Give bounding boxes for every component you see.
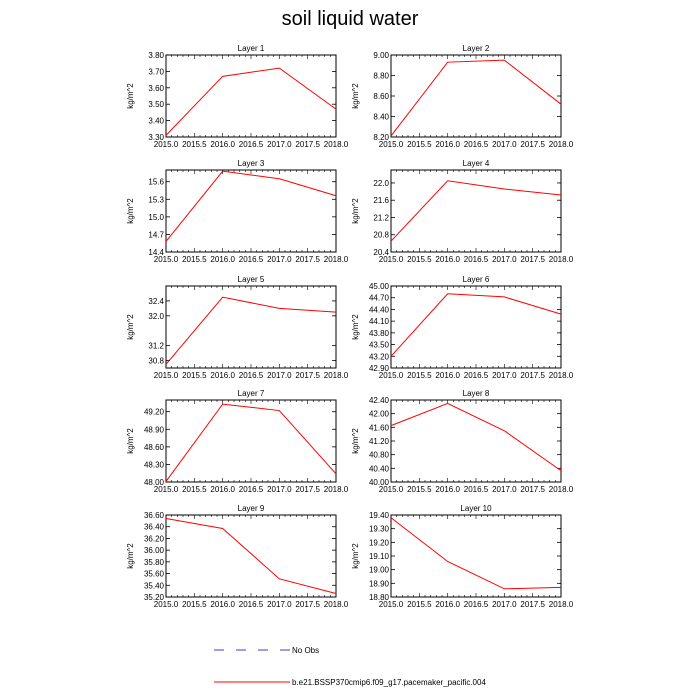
panel-title: Layer 7 [237,389,265,398]
panel-title: Layer 2 [462,44,490,53]
x-tick-label: 2016.5 [463,485,489,494]
y-tick-label: 48.90 [143,425,164,435]
y-tick-label: 44.10 [368,317,389,327]
x-tick-label: 2018.0 [548,485,574,494]
plot-frame [391,170,561,252]
y-tick-label: 30.8 [148,356,164,366]
y-tick-label: 8.20 [373,133,389,142]
x-tick-label: 2017.0 [492,255,517,264]
panel-layer-2 [351,44,574,149]
x-tick-label: 2015.5 [182,140,207,149]
x-tick-label: 2015.0 [378,371,404,380]
x-tick-label: 2015.0 [153,140,179,149]
model-series-line [166,519,336,594]
y-tick-label: 19.20 [368,538,389,548]
panel-layer-3 [126,159,349,264]
x-tick-label: 2016.0 [210,140,235,149]
x-tick-label: 2018.0 [323,485,349,494]
x-tick-label: 2016.5 [463,371,489,380]
x-tick-label: 2016.5 [238,371,264,380]
y-tick-label: 14.4 [148,248,164,257]
x-tick-label: 2017.5 [520,371,545,380]
x-tick-label: 2016.5 [463,600,489,609]
y-tick-label: 40.80 [368,450,389,460]
y-tick-label: 3.70 [148,67,164,77]
x-tick-label: 2015.0 [378,600,404,609]
x-tick-label: 2018.0 [323,255,349,264]
y-tick-label: 31.2 [148,341,164,351]
y-axis-label: kg/m^2 [126,428,135,454]
plot-frame [391,515,561,597]
model-series-line [166,68,336,135]
y-tick-label: 19.40 [368,511,389,520]
y-tick-label: 44.40 [368,305,389,315]
y-tick-label: 36.40 [143,522,164,532]
y-tick-label: 32.4 [148,296,164,306]
x-tick-label: 2018.0 [548,371,574,380]
page-title: soil liquid water [281,8,419,30]
y-tick-label: 14.7 [148,230,164,240]
y-axis-label: kg/m^2 [351,543,360,569]
y-tick-label: 41.20 [368,437,389,446]
y-tick-label: 40.40 [368,464,389,474]
x-tick-label: 2017.0 [267,600,292,609]
x-tick-label: 2018.0 [323,371,349,380]
model-legend-line [212,677,292,687]
x-tick-label: 2015.0 [378,485,404,494]
model-series-line [391,403,561,470]
y-tick-label: 48.30 [143,460,164,470]
x-tick-label: 2017.0 [492,371,517,380]
y-axis-label: kg/m^2 [351,314,360,340]
y-tick-label: 18.90 [368,579,389,589]
panel-layer-7 [126,389,349,494]
x-tick-label: 2016.5 [238,140,264,149]
y-axis-label: kg/m^2 [126,543,135,569]
x-tick-label: 2016.0 [435,255,460,264]
y-tick-label: 19.00 [368,565,389,575]
x-tick-label: 2017.0 [492,140,517,149]
x-tick-label: 2017.5 [520,255,545,264]
x-tick-label: 2015.0 [153,600,179,609]
model-series-line [166,404,336,481]
plot-frame [391,286,561,368]
x-tick-label: 2016.0 [435,140,460,149]
x-tick-label: 2018.0 [323,600,349,609]
x-tick-label: 2017.5 [520,600,545,609]
y-tick-label: 19.10 [368,552,389,561]
panel-title: Layer 1 [237,44,265,53]
x-tick-label: 2015.5 [182,485,207,494]
y-tick-label: 8.60 [373,92,389,101]
obs-legend-line [212,645,292,655]
y-tick-label: 20.8 [373,230,389,240]
x-tick-label: 2016.5 [238,600,264,609]
y-axis-label: kg/m^2 [126,198,135,224]
x-tick-label: 2016.5 [463,255,489,264]
y-tick-label: 18.80 [368,593,389,602]
y-axis-label: kg/m^2 [351,428,360,454]
model-series-line [391,294,561,356]
model-series-line [391,60,561,136]
x-tick-label: 2017.5 [520,140,545,149]
panel-layer-5 [126,275,349,380]
x-tick-label: 2016.5 [463,140,489,149]
x-tick-label: 2017.5 [295,140,320,149]
panel-title: Layer 8 [462,389,490,398]
y-tick-label: 42.90 [368,364,389,373]
x-tick-label: 2016.0 [210,255,235,264]
x-tick-label: 2018.0 [323,140,349,149]
x-tick-label: 2015.5 [182,600,207,609]
x-tick-label: 2017.0 [267,485,292,494]
panel-layer-10 [351,504,574,609]
x-tick-label: 2015.0 [378,140,404,149]
y-tick-label: 43.80 [368,328,389,338]
x-tick-label: 2017.0 [492,485,517,494]
x-tick-label: 2018.0 [548,600,574,609]
y-tick-label: 42.40 [368,396,389,405]
y-tick-label: 15.3 [148,195,164,205]
panel-title: Layer 4 [462,159,490,168]
x-tick-label: 2015.5 [407,600,432,609]
panel-layer-8 [351,389,574,494]
y-tick-label: 49.20 [143,407,164,417]
x-tick-label: 2017.5 [295,255,320,264]
x-tick-label: 2016.0 [435,371,460,380]
y-tick-label: 9.00 [373,51,389,60]
x-tick-label: 2016.0 [435,485,460,494]
x-tick-label: 2015.0 [153,255,179,264]
plot-frame [166,286,336,368]
y-tick-label: 45.00 [368,282,389,291]
x-tick-label: 2017.0 [267,255,292,264]
x-tick-label: 2016.0 [210,371,235,380]
x-tick-label: 2016.0 [210,600,235,609]
x-tick-label: 2017.5 [295,485,320,494]
y-tick-label: 35.60 [143,569,164,579]
x-tick-label: 2016.5 [238,485,264,494]
plot-frame [391,400,561,482]
y-tick-label: 32.0 [148,311,164,321]
x-tick-label: 2017.0 [267,371,292,380]
x-tick-label: 2018.0 [548,140,574,149]
legend [210,640,510,690]
panel-layer-9 [126,504,349,609]
y-tick-label: 41.60 [368,423,389,433]
panel-title: Layer 5 [237,275,265,284]
y-tick-label: 3.30 [148,133,164,142]
y-tick-label: 36.60 [143,511,164,520]
y-tick-label: 42.00 [368,409,389,419]
plot-frame [166,170,336,252]
x-tick-label: 2017.5 [520,485,545,494]
plot-frame [166,400,336,482]
x-tick-label: 2015.5 [182,371,207,380]
panel-title: Layer 6 [462,275,490,284]
panel-title: Layer 10 [460,504,492,513]
y-axis-label: kg/m^2 [126,83,135,109]
x-tick-label: 2016.0 [210,485,235,494]
y-tick-label: 8.40 [373,112,389,122]
model-series-line [391,181,561,241]
x-tick-label: 2017.0 [492,600,517,609]
x-tick-label: 2015.5 [407,485,432,494]
y-tick-label: 35.40 [143,581,164,591]
y-axis-label: kg/m^2 [351,83,360,109]
x-tick-label: 2016.5 [238,255,264,264]
y-tick-label: 36.00 [143,546,164,556]
panel-layer-1 [126,44,349,149]
x-tick-label: 2015.0 [153,485,179,494]
y-tick-label: 44.70 [368,293,389,303]
model-legend-label: b.e21.BSSP370cmip6.f09_g17.pacemaker_pacific.004 [292,678,486,687]
y-tick-label: 3.50 [148,100,164,110]
x-tick-label: 2015.5 [407,255,432,264]
plot-frame [166,55,336,137]
x-tick-label: 2015.5 [407,140,432,149]
y-tick-label: 48.00 [143,478,164,487]
panel-layer-4 [351,159,574,264]
panel-layer-6 [351,275,574,380]
panel-title: Layer 9 [237,504,265,513]
y-tick-label: 20.4 [373,248,389,257]
model-series-line [391,518,561,589]
y-tick-label: 22.0 [373,178,389,188]
model-series-line [166,297,336,364]
model-series-line [166,171,336,241]
y-tick-label: 3.60 [148,83,164,93]
y-tick-label: 19.30 [368,524,389,534]
x-tick-label: 2017.5 [295,371,320,380]
y-tick-label: 35.20 [143,593,164,602]
x-tick-label: 2017.5 [295,600,320,609]
y-tick-label: 15.0 [148,212,164,222]
obs-legend-label: No Obs [292,646,320,655]
y-tick-label: 40.00 [368,478,389,487]
y-tick-label: 43.20 [368,352,389,362]
y-tick-label: 8.80 [373,71,389,81]
plot-frame [391,55,561,137]
x-tick-label: 2015.0 [378,255,404,264]
y-tick-label: 3.80 [148,51,164,60]
x-tick-label: 2015.0 [153,371,179,380]
y-tick-label: 35.80 [143,557,164,567]
y-tick-label: 48.60 [143,442,164,452]
x-tick-label: 2017.0 [267,140,292,149]
x-tick-label: 2015.5 [182,255,207,264]
x-tick-label: 2015.5 [407,371,432,380]
plot-frame [166,515,336,597]
y-tick-label: 15.6 [148,177,164,187]
y-axis-label: kg/m^2 [126,314,135,340]
y-tick-label: 43.50 [368,340,389,350]
panel-title: Layer 3 [237,159,265,168]
y-tick-label: 21.2 [373,213,389,223]
x-tick-label: 2018.0 [548,255,574,264]
y-tick-label: 21.6 [373,196,389,206]
y-tick-label: 36.20 [143,534,164,544]
y-axis-label: kg/m^2 [351,198,360,224]
y-tick-label: 3.40 [148,116,164,126]
x-tick-label: 2016.0 [435,600,460,609]
